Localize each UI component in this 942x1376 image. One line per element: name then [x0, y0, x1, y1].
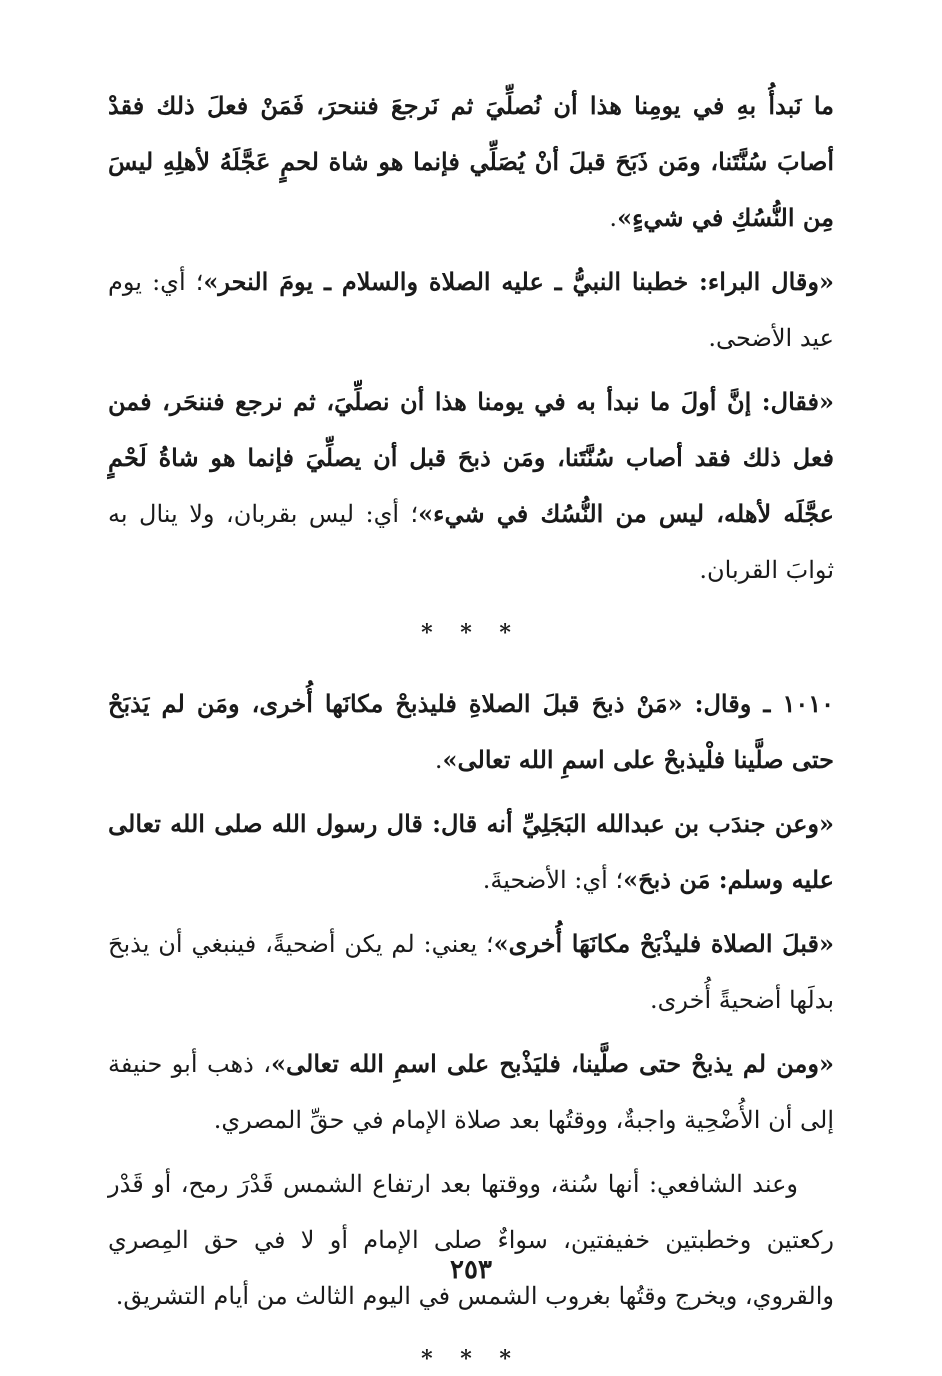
commentary-text: ؛ أي: ليس بقربان، ولا ينال به ثوابَ القربان. — [108, 500, 834, 584]
section-separator: * * * — [421, 620, 521, 646]
paragraph-abu-hanifa — [108, 1036, 834, 1148]
page-number: ٢٥٣ — [450, 1255, 492, 1285]
paragraph-jundab-narration — [108, 796, 834, 908]
hadith-text: «قبلَ الصلاة فليذْبَحْ مكانَهَا أُخرى» — [493, 929, 834, 958]
hadith-text: ١٠١٠ ـ وقال: «مَنْ ذبحَ قبلَ الصلاةِ فليذبحْ مكانَها أُخرى، ومَن لم يَذبَحْ حتى صلَّينا فلْيذبحْ على اسمِ الله تعالى» — [108, 689, 834, 774]
hadith-text: ما نَبدأُ بهِ في يومِنا هذا أن نُصلِّيَ ثم نَرجعَ فننحرَ، فَمَنْ فعلَ ذلك فقدْ أصابَ سُنَّتَنا، ومَن ذَبَحَ قبلَ أنْ يُصَلِّي فإنما هو شاة لحمٍ عَجَّلَهُ لأهلِهِ ليسَ مِن النُّسُكِ في شيءٍ» — [108, 91, 834, 232]
paragraph-hadith-continuation — [108, 78, 834, 246]
hadith-text: «ومن لم يذبحْ حتى صلَّينا، فليَذْبح على اسمِ الله تعالى» — [271, 1049, 834, 1078]
paragraph-first-deed — [108, 374, 834, 598]
commentary-text: ؛ يعني: لم يكن أضحيةً، فينبغي أن يذبحَ بدلَها أضحيةً أُخرى. — [108, 930, 834, 1014]
hadith-text: «وقال البراء: خطبنا النبيُّ ـ عليه الصلاة والسلام ـ يومَ النحر» — [203, 267, 834, 296]
hadith-text: «وعن جندَب بن عبدالله البَجَلِيِّ أنه قال: قال رسول الله صلى الله تعالى عليه وسلم: مَن ذبحَ» — [108, 809, 834, 894]
commentary-text: وعند الشافعي: أنها سُنة، ووقتها بعد ارتفاع الشمس قَدْرَ رمح، أو قَدْر ركعتين وخطبتين خفيفتين، سواءٌ صلى الإمام أو لا في حق المِصري والقروي، ويخرج وقتُها بغروب الشمس في اليوم الثالث من أيام التشريق. — [108, 1170, 834, 1310]
hadith-text: «فقال: إنَّ أولَ ما نبدأ به في يومنا هذا أن نصلِّيَ، ثم نرجع فننحَر، فمن فعل ذلك فقد أصاب سُنَّتَنا، ومَن ذبحَ قبل أن يصلِّيَ فإنما هو شاةُ لَحْمٍ عجَّلَه لأهله، ليس من النُّسُك في شيء» — [108, 387, 834, 528]
commentary-text: . — [434, 746, 443, 774]
section-separator: * * * — [421, 1346, 521, 1372]
paragraph-before-prayer — [108, 916, 834, 1028]
commentary-text: ؛ أي: يوم عيد الأضحى. — [108, 268, 834, 352]
paragraph-hadith-1010 — [108, 676, 834, 788]
commentary-text: ، ذهب أبو حنيفة إلى أن الأُضْحِية واجبةٌ، ووقتُها بعد صلاة الإمام في حقِّ المصري. — [108, 1050, 834, 1134]
commentary-text: . — [609, 204, 618, 232]
paragraph-shafii — [108, 1156, 834, 1324]
commentary-text: ؛ أي: الأضحيةَ. — [482, 866, 624, 894]
paragraph-bara-sermon — [108, 254, 834, 366]
